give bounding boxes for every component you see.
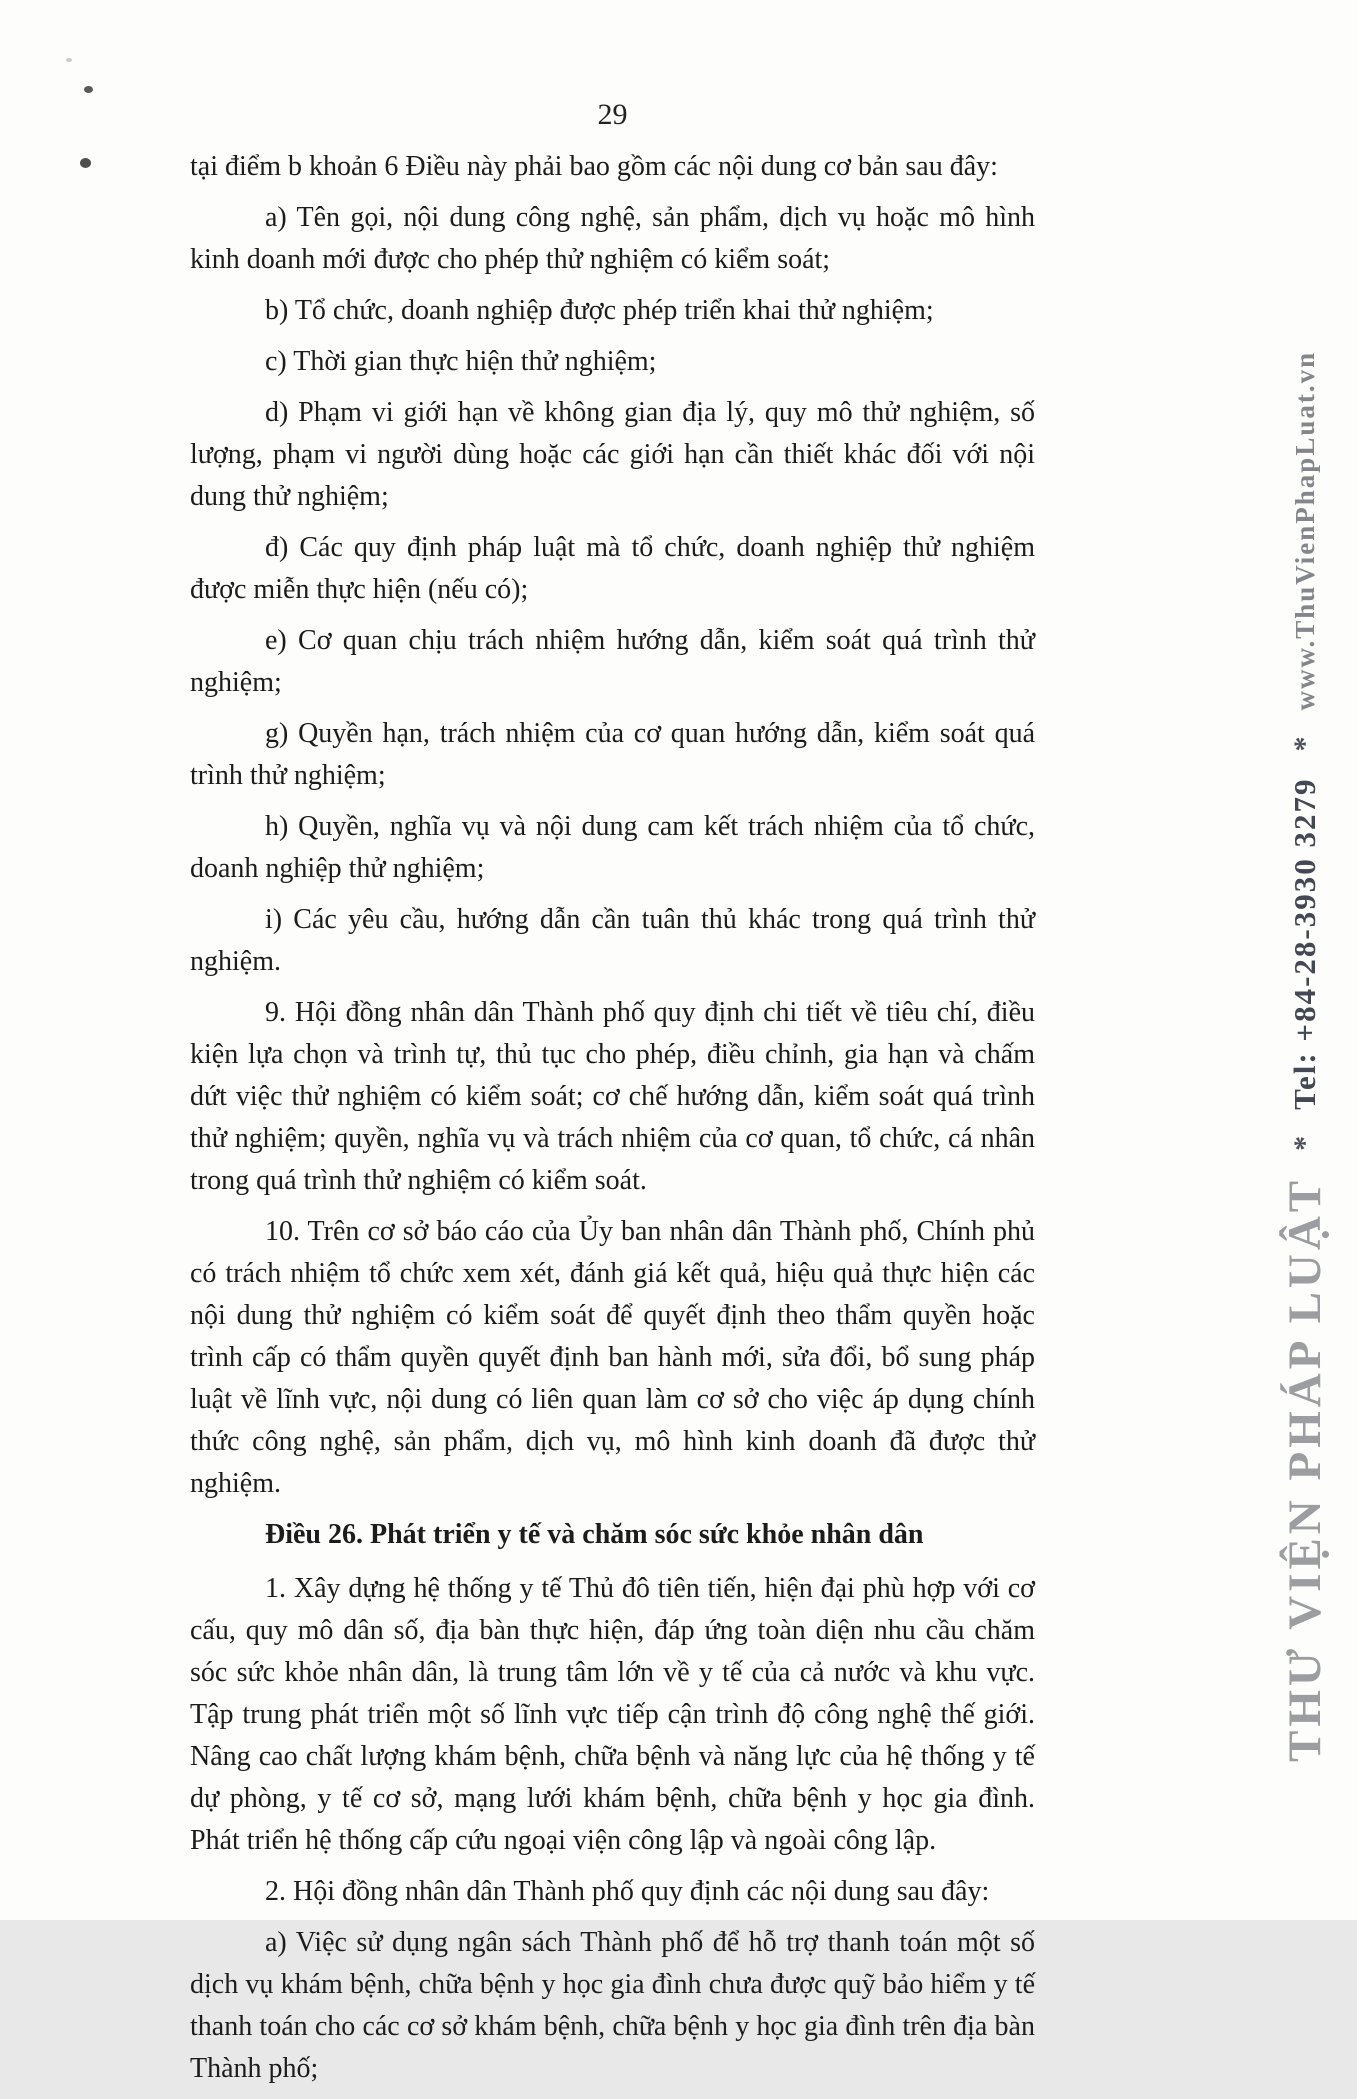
paragraph: đ) Các quy định pháp luật mà tổ chức, doanh nghiệp thử nghiệm được miễn thực hiện (nếu có); — [190, 532, 1035, 605]
paragraph: c) Thời gian thực hiện thử nghiệm; — [265, 346, 657, 377]
paragraph: h) Quyền, nghĩa vụ và nội dung cam kết trách nhiệm của tổ chức, doanh nghiệp thử nghiệm; — [190, 811, 1035, 884]
watermark-separator: * — [1288, 1135, 1321, 1151]
article-heading: Điều 26. Phát triển y tế và chăm sóc sức khỏe nhân dân — [265, 1519, 924, 1550]
paragraph: 1. Xây dựng hệ thống y tế Thủ đô tiên tiến, hiện đại phù hợp với cơ cấu, quy mô dân số, địa bàn thực hiện, đáp ứng toàn diện nhu cầu chăm sóc sức khỏe nhân dân, là trung tâm lớn về y tế của cả nước và khu vực. Tập trung phát triển một số lĩnh vực tiếp cận trình độ công nghệ thế giới. Nâng cao chất lượng khám bệnh, chữa bệnh và năng lực của hệ thống y tế dự phòng, y tế cơ sở, mạng lưới khám bệnh, chữa bệnh y học gia đình. Phát triển hệ thống cấp cứu ngoại viện công lập và ngoài công lập. — [190, 1573, 1035, 1856]
document-body — [190, 146, 1035, 2099]
scan-speck — [84, 86, 93, 93]
paragraph: d) Phạm vi giới hạn về không gian địa lý, quy mô thử nghiệm, số lượng, phạm vi người dùng hoặc các giới hạn cần thiết khác đối với nội dung thử nghiệm; — [190, 397, 1035, 512]
watermark-url: www.ThuVienPhapLuat.vn — [1289, 350, 1320, 711]
page-number: 29 — [597, 98, 628, 131]
paragraph: a) Việc sử dụng ngân sách Thành phố để hỗ trợ thanh toán một số dịch vụ khám bệnh, chữa bệnh y học gia đình chưa được quỹ bảo hiểm y tế thanh toán cho các cơ sở khám bệnh, chữa bệnh y học gia đình trên địa bàn Thành phố; — [190, 1927, 1035, 2084]
vertical-watermark — [1260, 312, 1350, 1762]
scan-speck — [66, 58, 72, 62]
paragraph: tại điểm b khoản 6 Điều này phải bao gồm các nội dung cơ bản sau đây: — [190, 151, 998, 182]
paragraph: b) Tổ chức, doanh nghiệp được phép triển khai thử nghiệm; — [265, 295, 934, 326]
paragraph: 9. Hội đồng nhân dân Thành phố quy định chi tiết về tiêu chí, điều kiện lựa chọn và trình tự, thủ tục cho phép, điều chỉnh, gia hạn và chấm dứt việc thử nghiệm có kiểm soát; cơ chế hướng dẫn, kiểm soát quá trình thử nghiệm; quyền, nghĩa vụ và trách nhiệm của cơ quan, tổ chức, cá nhân trong quá trình thử nghiệm có kiểm soát. — [190, 997, 1035, 1196]
watermark-title: THƯ VIỆN PHÁP LUẬT — [1279, 1176, 1331, 1762]
watermark-separator: * — [1288, 736, 1321, 752]
paragraph: a) Tên gọi, nội dung công nghệ, sản phẩm, dịch vụ hoặc mô hình kinh doanh mới được cho phép thử nghiệm có kiểm soát; — [190, 202, 1035, 275]
paragraph: i) Các yêu cầu, hướng dẫn cần tuân thủ khác trong quá trình thử nghiệm. — [190, 904, 1035, 977]
scan-speck — [80, 158, 91, 168]
paragraph: g) Quyền hạn, trách nhiệm của cơ quan hướng dẫn, kiểm soát quá trình thử nghiệm; — [190, 718, 1035, 791]
paragraph: 2. Hội đồng nhân dân Thành phố quy định các nội dung sau đây: — [265, 1876, 990, 1907]
paragraph: 10. Trên cơ sở báo cáo của Ủy ban nhân dân Thành phố, Chính phủ có trách nhiệm tổ chức xem xét, đánh giá kết quả, hiệu quả thực hiện các nội dung thử nghiệm có kiểm soát để quyết định theo thẩm quyền hoặc trình cấp có thẩm quyền quyết định ban hành mới, sửa đổi, bổ sung pháp luật về lĩnh vực, nội dung có liên quan làm cơ sở cho việc áp dụng chính thức công nghệ, sản phẩm, dịch vụ, mô hình kinh doanh đã được thử nghiệm. — [190, 1216, 1035, 1499]
watermark-phone: Tel: +84-28-3930 3279 — [1287, 777, 1322, 1110]
paragraph: e) Cơ quan chịu trách nhiệm hướng dẫn, kiểm soát quá trình thử nghiệm; — [190, 625, 1035, 698]
